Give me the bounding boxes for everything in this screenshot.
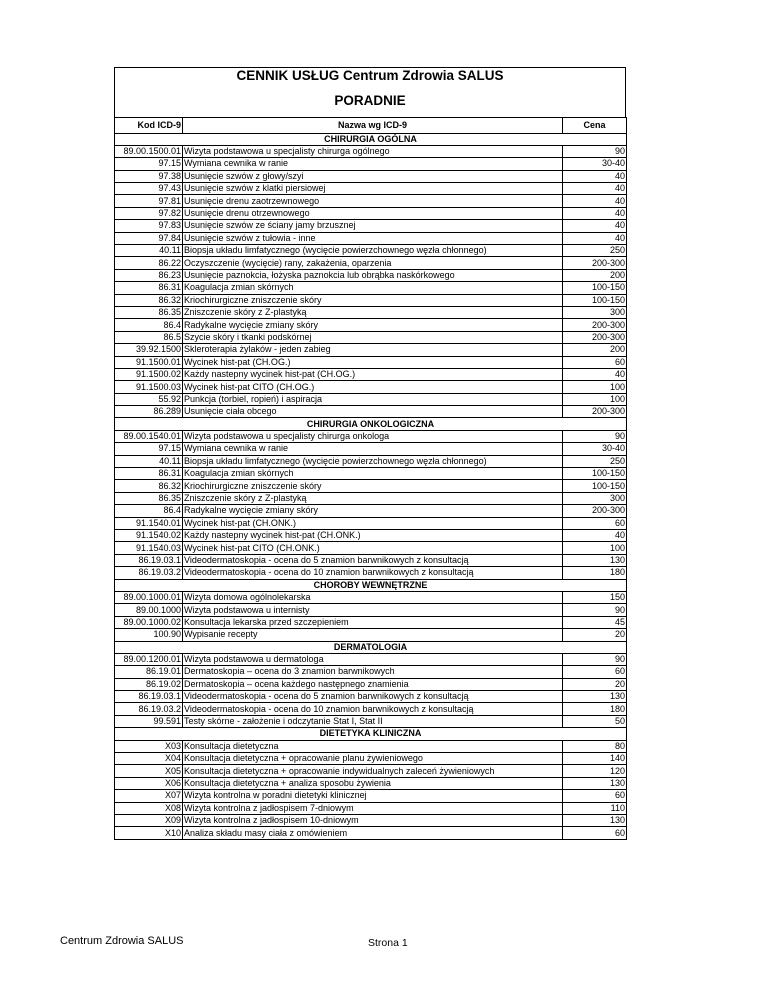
code-cell: 86.4	[115, 505, 183, 517]
table-row	[115, 145, 627, 157]
price-cell: 40	[563, 368, 627, 380]
price-cell: 250	[563, 245, 627, 257]
table-header-row	[115, 118, 627, 134]
section-title: CHIRURGIA ONKOLOGICZNA	[115, 418, 627, 430]
code-cell: 97.38	[115, 170, 183, 182]
service-name-cell: Dermatoskopia – ocena każdego następnego znamienia	[183, 678, 563, 690]
service-name-cell: Każdy nastepny wycinek hist-pat (CH.ONK.)	[183, 530, 563, 542]
column-header-code: Kod ICD-9	[115, 118, 183, 134]
table-row	[115, 629, 627, 641]
service-name-cell: Usunięcie szwów z tułowia - inne	[183, 232, 563, 244]
table-row	[115, 827, 627, 839]
code-cell: 86.23	[115, 269, 183, 281]
price-cell: 130	[563, 691, 627, 703]
table-row	[115, 616, 627, 628]
price-cell: 30-40	[563, 443, 627, 455]
price-cell: 40	[563, 232, 627, 244]
service-name-cell: Radykalne wycięcie zmiany skóry	[183, 505, 563, 517]
code-cell: X10	[115, 827, 183, 839]
table-row	[115, 269, 627, 281]
service-name-cell: Wypisanie recepty	[183, 629, 563, 641]
table-row	[115, 406, 627, 418]
code-cell: 39.92.1500	[115, 344, 183, 356]
code-cell: 40.11	[115, 455, 183, 467]
price-cell: 100	[563, 542, 627, 554]
price-cell: 100	[563, 393, 627, 405]
service-name-cell: Wizyta kontrolna w poradni dietetyki klinicznej	[183, 790, 563, 802]
table-row	[115, 678, 627, 690]
code-cell: 89.00.1540.01	[115, 430, 183, 442]
price-cell: 130	[563, 554, 627, 566]
code-cell: 86.22	[115, 257, 183, 269]
price-cell: 150	[563, 591, 627, 603]
service-name-cell: Usunięcie szwów ze ściany jamy brzusznej	[183, 220, 563, 232]
price-cell: 180	[563, 567, 627, 579]
section-header-row	[115, 579, 627, 591]
service-name-cell: Radykalne wycięcie zmiany skóry	[183, 319, 563, 331]
table-row	[115, 666, 627, 678]
table-row	[115, 158, 627, 170]
table-row	[115, 430, 627, 442]
service-name-cell: Biopsja układu limfatycznego (wycięcie powierzchownego węzła chłonnego)	[183, 455, 563, 467]
table-row	[115, 220, 627, 232]
price-cell: 100-150	[563, 468, 627, 480]
price-cell: 20	[563, 678, 627, 690]
code-cell: 86.4	[115, 319, 183, 331]
price-cell: 50	[563, 715, 627, 727]
price-cell: 300	[563, 492, 627, 504]
price-cell: 40	[563, 220, 627, 232]
table-row	[115, 257, 627, 269]
price-cell: 200-300	[563, 331, 627, 343]
code-cell: 89.00.1000	[115, 604, 183, 616]
price-cell: 90	[563, 604, 627, 616]
price-list-sheet	[114, 67, 626, 840]
code-cell: 86.35	[115, 492, 183, 504]
service-name-cell: Wizyta podstawowa u internisty	[183, 604, 563, 616]
table-row	[115, 691, 627, 703]
service-name-cell: Wizyta podstawowa u specjalisty chirurga ogólnego	[183, 145, 563, 157]
service-name-cell: Wizyta kontrolna z jadłospisem 7-dniowym	[183, 802, 563, 814]
code-cell: 86.32	[115, 480, 183, 492]
price-cell: 200-300	[563, 505, 627, 517]
table-row	[115, 530, 627, 542]
code-cell: 99.591	[115, 715, 183, 727]
service-name-cell: Videodermatoskopia - ocena do 10 znamion barwnikowych z konsultacją	[183, 703, 563, 715]
table-row	[115, 207, 627, 219]
table-row	[115, 753, 627, 765]
price-cell: 100	[563, 381, 627, 393]
service-name-cell: Videodermatoskopia - ocena do 5 znamion barwnikowych z konsultacją	[183, 691, 563, 703]
code-cell: 86.19.03.2	[115, 567, 183, 579]
section-header-row	[115, 418, 627, 430]
column-header-price: Cena	[563, 118, 627, 134]
table-row	[115, 294, 627, 306]
service-name-cell: Wycinek hist-pat (CH.ONK.)	[183, 517, 563, 529]
code-cell: 86.19.03.1	[115, 554, 183, 566]
table-row	[115, 455, 627, 467]
price-cell: 120	[563, 765, 627, 777]
document-subtitle: PORADNIE	[334, 93, 406, 108]
title-block	[114, 67, 626, 117]
table-row	[115, 653, 627, 665]
table-row	[115, 443, 627, 455]
code-cell: 91.1540.03	[115, 542, 183, 554]
code-cell: 97.15	[115, 443, 183, 455]
table-row	[115, 480, 627, 492]
code-cell: 86.31	[115, 468, 183, 480]
price-cell: 90	[563, 145, 627, 157]
service-name-cell: Usunięcie szwów z głowy/szyi	[183, 170, 563, 182]
price-cell: 180	[563, 703, 627, 715]
price-cell: 40	[563, 170, 627, 182]
code-cell: 89.00.1500.01	[115, 145, 183, 157]
table-row	[115, 554, 627, 566]
price-cell: 90	[563, 653, 627, 665]
service-name-cell: Konsultacja dietetyczna	[183, 740, 563, 752]
table-row	[115, 604, 627, 616]
code-cell: X05	[115, 765, 183, 777]
service-name-cell: Usunięcie drenu otrzewnowego	[183, 207, 563, 219]
service-name-cell: Zniszczenie skóry z Z-plastyką	[183, 492, 563, 504]
table-row	[115, 245, 627, 257]
code-cell: 86.19.03.2	[115, 703, 183, 715]
code-cell: X07	[115, 790, 183, 802]
table-row	[115, 505, 627, 517]
table-row	[115, 183, 627, 195]
price-cell: 40	[563, 195, 627, 207]
service-name-cell: Konsultacja dietetyczna + analiza sposobu żywienia	[183, 777, 563, 789]
price-cell: 90	[563, 430, 627, 442]
service-name-cell: Wymiana cewnika w ranie	[183, 443, 563, 455]
price-cell: 40	[563, 207, 627, 219]
price-table	[114, 117, 627, 840]
code-cell: X03	[115, 740, 183, 752]
code-cell: X08	[115, 802, 183, 814]
service-name-cell: Konsultacja lekarska przed szczepieniem	[183, 616, 563, 628]
table-row	[115, 306, 627, 318]
code-cell: 97.43	[115, 183, 183, 195]
table-row	[115, 542, 627, 554]
price-cell: 130	[563, 777, 627, 789]
service-name-cell: Biopsja układu limfatycznego (wycięcie powierzchownego węzła chłonnego)	[183, 245, 563, 257]
price-cell: 200	[563, 344, 627, 356]
service-name-cell: Wizyta domowa ogólnolekarska	[183, 591, 563, 603]
section-title: DIETETYKA KLINICZNA	[115, 728, 627, 740]
table-row	[115, 393, 627, 405]
price-cell: 60	[563, 666, 627, 678]
code-cell: 89.00.1200.01	[115, 653, 183, 665]
footer-organization: Centrum Zdrowia SALUS	[60, 935, 184, 947]
document-title: CENNIK USŁUG Centrum Zdrowia SALUS	[236, 68, 504, 83]
service-name-cell: Oczyszczenie (wycięcie) rany, zakażenia, oparzenia	[183, 257, 563, 269]
code-cell: 97.83	[115, 220, 183, 232]
price-cell: 60	[563, 517, 627, 529]
table-row	[115, 715, 627, 727]
table-row	[115, 492, 627, 504]
table-row	[115, 368, 627, 380]
code-cell: 86.5	[115, 331, 183, 343]
table-row	[115, 740, 627, 752]
service-name-cell: Videodermatoskopia - ocena do 5 znamion barwnikowych z konsultacją	[183, 554, 563, 566]
service-name-cell: Wizyta podstawowa u dermatologa	[183, 653, 563, 665]
table-row	[115, 344, 627, 356]
code-cell: 89.00.1000.01	[115, 591, 183, 603]
price-cell: 200-300	[563, 257, 627, 269]
price-cell: 100-150	[563, 282, 627, 294]
price-cell: 110	[563, 802, 627, 814]
section-title: DERMATOLOGIA	[115, 641, 627, 653]
service-name-cell: Analiza składu masy ciała z omówieniem	[183, 827, 563, 839]
service-name-cell: Wymiana cewnika w ranie	[183, 158, 563, 170]
price-cell: 40	[563, 530, 627, 542]
service-name-cell: Usunięcie drenu zaotrzewnowego	[183, 195, 563, 207]
service-name-cell: Wizyta kontrolna z jadłospisem 10-dniowym	[183, 814, 563, 826]
service-name-cell: Testy skórne - założenie i odczytanie Stat I, Stat II	[183, 715, 563, 727]
service-name-cell: Konsultacja dietetyczna + opracowanie planu żywieniowego	[183, 753, 563, 765]
table-row	[115, 765, 627, 777]
code-cell: 97.15	[115, 158, 183, 170]
service-name-cell: Dermatoskopia – ocena do 3 znamion barwnikowych	[183, 666, 563, 678]
service-name-cell: Szycie skóry i tkanki podskórnej	[183, 331, 563, 343]
table-row	[115, 802, 627, 814]
price-cell: 100-150	[563, 294, 627, 306]
service-name-cell: Kriochirurgiczne zniszczenie skóry	[183, 480, 563, 492]
price-cell: 60	[563, 356, 627, 368]
service-name-cell: Skleroterapia żylaków - jeden zabieg	[183, 344, 563, 356]
price-cell: 20	[563, 629, 627, 641]
code-cell: 40.11	[115, 245, 183, 257]
code-cell: X09	[115, 814, 183, 826]
price-cell: 130	[563, 814, 627, 826]
code-cell: 91.1500.02	[115, 368, 183, 380]
code-cell: 100.90	[115, 629, 183, 641]
code-cell: 97.82	[115, 207, 183, 219]
code-cell: 86.19.01	[115, 666, 183, 678]
column-header-name: Nazwa wg ICD-9	[183, 118, 563, 134]
table-row	[115, 777, 627, 789]
code-cell: 86.19.02	[115, 678, 183, 690]
section-title: CHIRURGIA OGÓLNA	[115, 133, 627, 145]
code-cell: 89.00.1000.02	[115, 616, 183, 628]
service-name-cell: Usunięcie szwów z klatki piersiowej	[183, 183, 563, 195]
table-row	[115, 814, 627, 826]
price-cell: 30-40	[563, 158, 627, 170]
price-cell: 60	[563, 827, 627, 839]
code-cell: 91.1500.01	[115, 356, 183, 368]
price-cell: 40	[563, 183, 627, 195]
code-cell: 55.92	[115, 393, 183, 405]
table-row	[115, 232, 627, 244]
service-name-cell: Każdy nastepny wycinek hist-pat (CH.OG.)	[183, 368, 563, 380]
service-name-cell: Konsultacja dietetyczna + opracowanie indywidualnych zaleceń żywieniowych	[183, 765, 563, 777]
table-row	[115, 790, 627, 802]
code-cell: X04	[115, 753, 183, 765]
service-name-cell: Wycinek hist-pat (CH.OG.)	[183, 356, 563, 368]
code-cell: X06	[115, 777, 183, 789]
table-row	[115, 517, 627, 529]
price-cell: 300	[563, 306, 627, 318]
code-cell: 86.289	[115, 406, 183, 418]
table-row	[115, 282, 627, 294]
service-name-cell: Koagulacja zmian skórnych	[183, 468, 563, 480]
table-row	[115, 567, 627, 579]
service-name-cell: Videodermatoskopia - ocena do 10 znamion barwnikowych z konsultacją	[183, 567, 563, 579]
price-cell: 200	[563, 269, 627, 281]
service-name-cell: Zniszczenie skóry z Z-plastyką	[183, 306, 563, 318]
code-cell: 86.32	[115, 294, 183, 306]
table-row	[115, 319, 627, 331]
code-cell: 86.19.03.1	[115, 691, 183, 703]
code-cell: 97.84	[115, 232, 183, 244]
price-cell: 200-300	[563, 319, 627, 331]
table-row	[115, 591, 627, 603]
service-name-cell: Wycinek hist-pat CITO (CH.OG.)	[183, 381, 563, 393]
table-row	[115, 381, 627, 393]
price-cell: 100-150	[563, 480, 627, 492]
price-cell: 80	[563, 740, 627, 752]
price-cell: 140	[563, 753, 627, 765]
table-row	[115, 356, 627, 368]
table-row	[115, 331, 627, 343]
service-name-cell: Koagulacja zmian skórnych	[183, 282, 563, 294]
table-row	[115, 703, 627, 715]
service-name-cell: Wycinek hist-pat CITO (CH.ONK.)	[183, 542, 563, 554]
code-cell: 91.1540.01	[115, 517, 183, 529]
price-cell: 60	[563, 790, 627, 802]
price-cell: 250	[563, 455, 627, 467]
code-cell: 86.31	[115, 282, 183, 294]
service-name-cell: Kriochirurgiczne zniszczenie skóry	[183, 294, 563, 306]
section-title: CHOROBY WEWNĘTRZNE	[115, 579, 627, 591]
service-name-cell: Usunięcie ciała obcego	[183, 406, 563, 418]
table-row	[115, 468, 627, 480]
code-cell: 97.81	[115, 195, 183, 207]
table-row	[115, 170, 627, 182]
code-cell: 91.1540.02	[115, 530, 183, 542]
service-name-cell: Usunięcie paznokcia, łożyska paznokcia lub obrąbka naskórkowego	[183, 269, 563, 281]
code-cell: 91.1500.03	[115, 381, 183, 393]
price-cell: 45	[563, 616, 627, 628]
section-header-row	[115, 728, 627, 740]
service-name-cell: Wizyta podstawowa u specjalisty chirurga onkologa	[183, 430, 563, 442]
code-cell: 86.35	[115, 306, 183, 318]
table-row	[115, 195, 627, 207]
section-header-row	[115, 641, 627, 653]
price-cell: 200-300	[563, 406, 627, 418]
service-name-cell: Punkcja (torbiel, ropień) i aspiracja	[183, 393, 563, 405]
section-header-row	[115, 133, 627, 145]
footer-page-number: Strona 1	[368, 937, 408, 949]
